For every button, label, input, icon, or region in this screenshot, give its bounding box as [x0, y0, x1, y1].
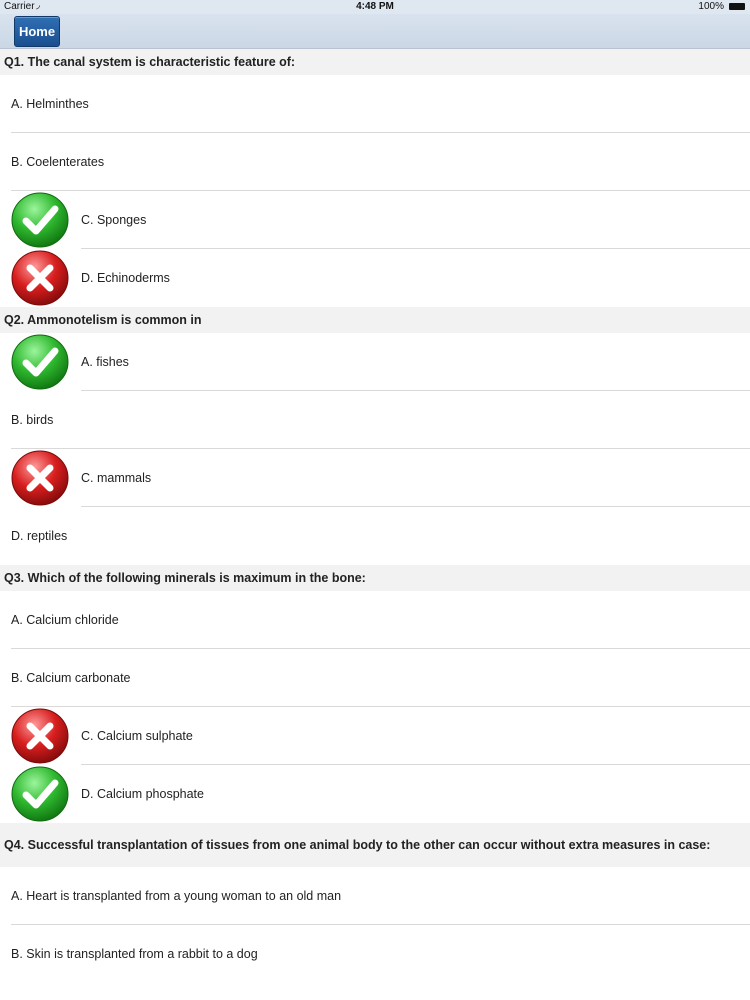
option-label: D. Calcium phosphate — [81, 787, 204, 801]
option-label: C. Sponges — [81, 213, 147, 227]
status-bar — [0, 0, 750, 14]
question-2-text: Q2. Ammonotelism is common in — [0, 307, 750, 333]
question-2-option-b[interactable] — [0, 391, 750, 449]
option-label: B. Calcium carbonate — [11, 671, 131, 685]
question-3-text: Q3. Which of the following minerals is maximum in the bone: — [0, 565, 750, 591]
question-1-text: Q1. The canal system is characteristic feature of: — [0, 49, 750, 75]
option-label: A. Heart is transplanted from a young woman to an old man — [11, 889, 342, 903]
checkmark-circle-icon — [11, 766, 69, 822]
quiz-list — [0, 49, 750, 983]
option-label: D. Echinoderms — [81, 271, 170, 285]
navigation-bar — [0, 14, 750, 49]
option-label: A. fishes — [81, 355, 129, 369]
question-3-option-d[interactable] — [0, 765, 750, 823]
question-2-option-a[interactable] — [0, 333, 750, 391]
question-2-option-c[interactable] — [0, 449, 750, 507]
question-4-option-b[interactable] — [0, 925, 750, 983]
question-1-option-d[interactable] — [0, 249, 750, 307]
x-circle-icon — [11, 708, 69, 764]
option-label: C. mammals — [81, 471, 152, 485]
option-label: C. Calcium sulphate — [81, 729, 193, 743]
question-1-option-b[interactable] — [0, 133, 750, 191]
question-3-option-b[interactable] — [0, 649, 750, 707]
option-label: B. Coelenterates — [11, 155, 105, 169]
battery-icon — [729, 3, 745, 10]
checkmark-circle-icon — [11, 334, 69, 390]
option-label: B. birds — [11, 413, 54, 427]
option-label: A. Helminthes — [11, 97, 89, 111]
question-3-option-a[interactable] — [0, 591, 750, 649]
home-button[interactable]: Home — [14, 16, 60, 47]
question-3-option-c[interactable] — [0, 707, 750, 765]
option-label: D. reptiles — [11, 529, 68, 543]
x-circle-icon — [11, 450, 69, 506]
question-1-option-a[interactable] — [0, 75, 750, 133]
question-2-option-d[interactable] — [0, 507, 750, 565]
question-4-text: Q4. Successful transplantation of tissues from one animal body to the other can occur without extra measures in case: — [0, 823, 750, 867]
option-label: B. Skin is transplanted from a rabbit to a dog — [11, 947, 258, 961]
wifi-icon: ◞ — [36, 0, 40, 11]
x-circle-icon — [11, 250, 69, 306]
question-4-option-a[interactable] — [0, 867, 750, 925]
carrier-label: Carrier — [4, 1, 35, 12]
battery-percentage: 100% — [698, 1, 724, 12]
question-1-option-c[interactable] — [0, 191, 750, 249]
option-label: A. Calcium chloride — [11, 613, 119, 627]
checkmark-circle-icon — [11, 192, 69, 248]
status-time: 4:48 PM — [356, 1, 394, 12]
